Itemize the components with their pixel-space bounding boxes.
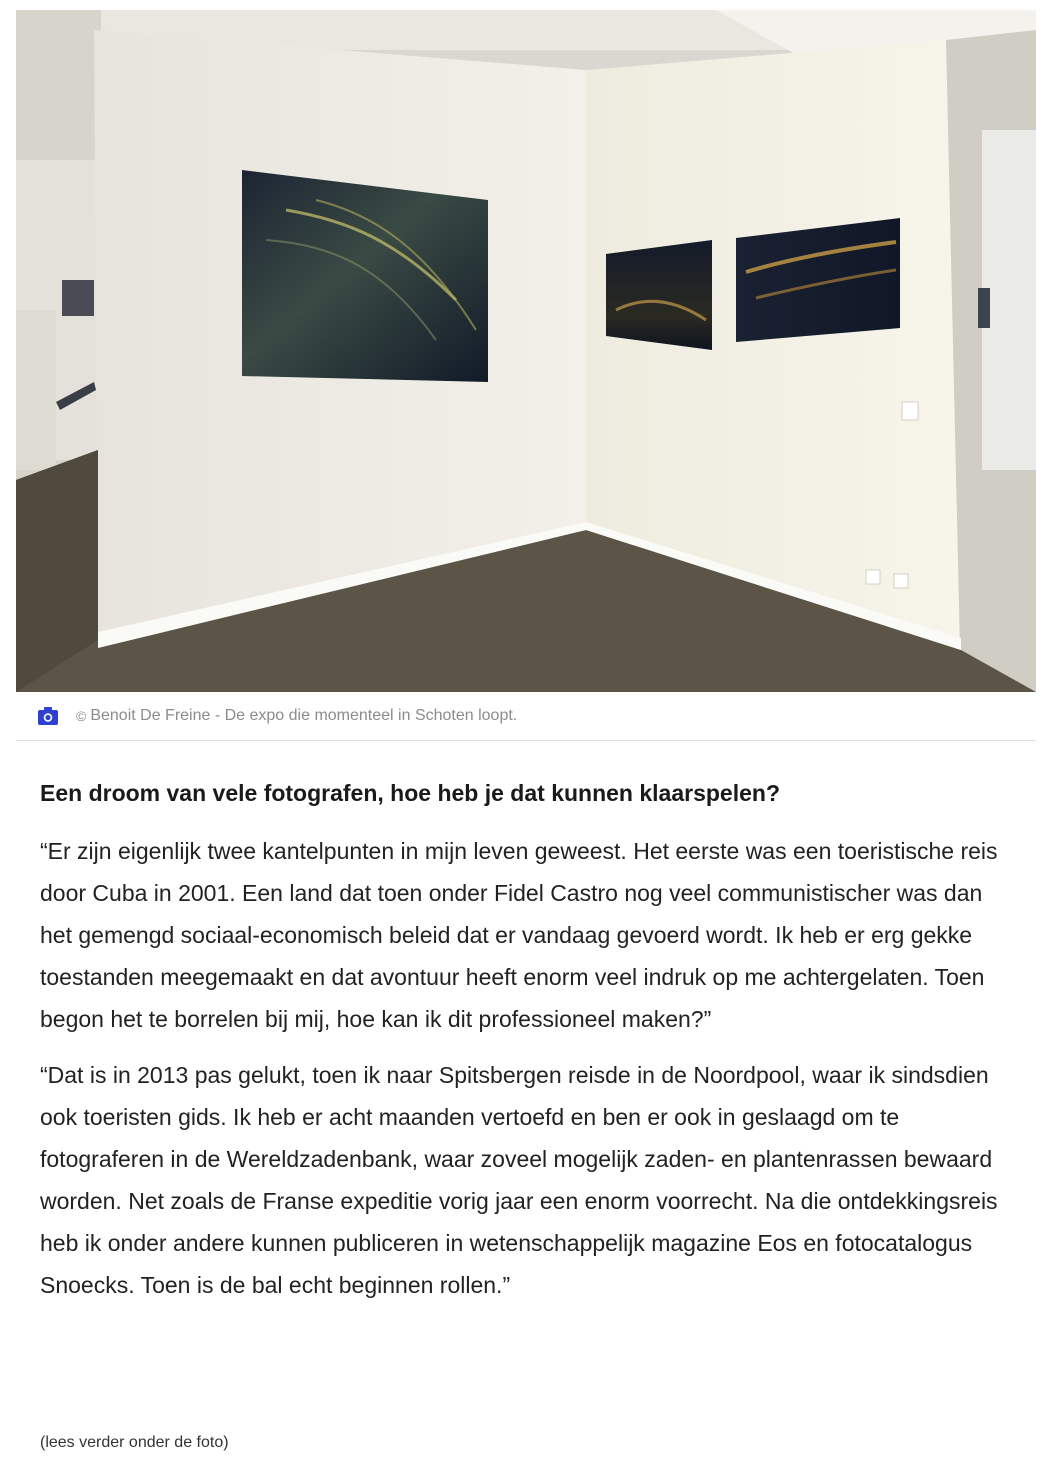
- caption-text: Benoit De Freine - De expo die momenteel in Schoten loopt.: [90, 707, 518, 724]
- article-body: [40, 776, 1020, 1306]
- article-photo: [16, 10, 1036, 692]
- answer-paragraph: “Er zijn eigenlijk twee kantelpunten in mijn leven geweest. Het eerste was een toeristische reis door Cuba in 2001. Een land dat toen onder Fidel Castro nog veel communistischer was dan het gemengd sociaal-economisch beleid dat er vandaag gevoerd wordt. Ik heb er erg gekke toestanden meegemaakt en dat avontuur heeft enorm veel indruk op me achtergelaten. Toen begon het te borrelen bij mij, hoe kan ik dit professioneel maken?”: [40, 838, 998, 1032]
- camera-icon: [38, 707, 58, 725]
- gallery-photo-illustration: [16, 10, 1036, 692]
- interview-question: Een droom van vele fotografen, hoe heb je dat kunnen klaarspelen?: [40, 780, 780, 806]
- photo-caption: [38, 704, 517, 728]
- read-more-note: (lees verder onder de foto): [40, 1434, 229, 1451]
- answer-paragraph: “Dat is in 2013 pas gelukt, toen ik naar Spitsbergen reisde in de Noordpool, waar ik sindsdien ook toeristen gids. Ik heb er acht maanden vertoefd en ben er ook in geslaagd om te fotograferen in de Wereldzadenbank, waar zoveel mogelijk zaden- en plantenrassen bewaard worden. Net zoals de Franse expeditie vorig jaar een enorm voorrecht. Na die ontdekkingsreis heb ik onder andere kunnen publiceren in wetenschappelijk magazine Eos en fotocatalogus Snoecks. Toen is de bal echt beginnen rollen.”: [40, 1062, 998, 1298]
- copyright-symbol: ©: [76, 708, 87, 724]
- caption-divider: [16, 740, 1036, 741]
